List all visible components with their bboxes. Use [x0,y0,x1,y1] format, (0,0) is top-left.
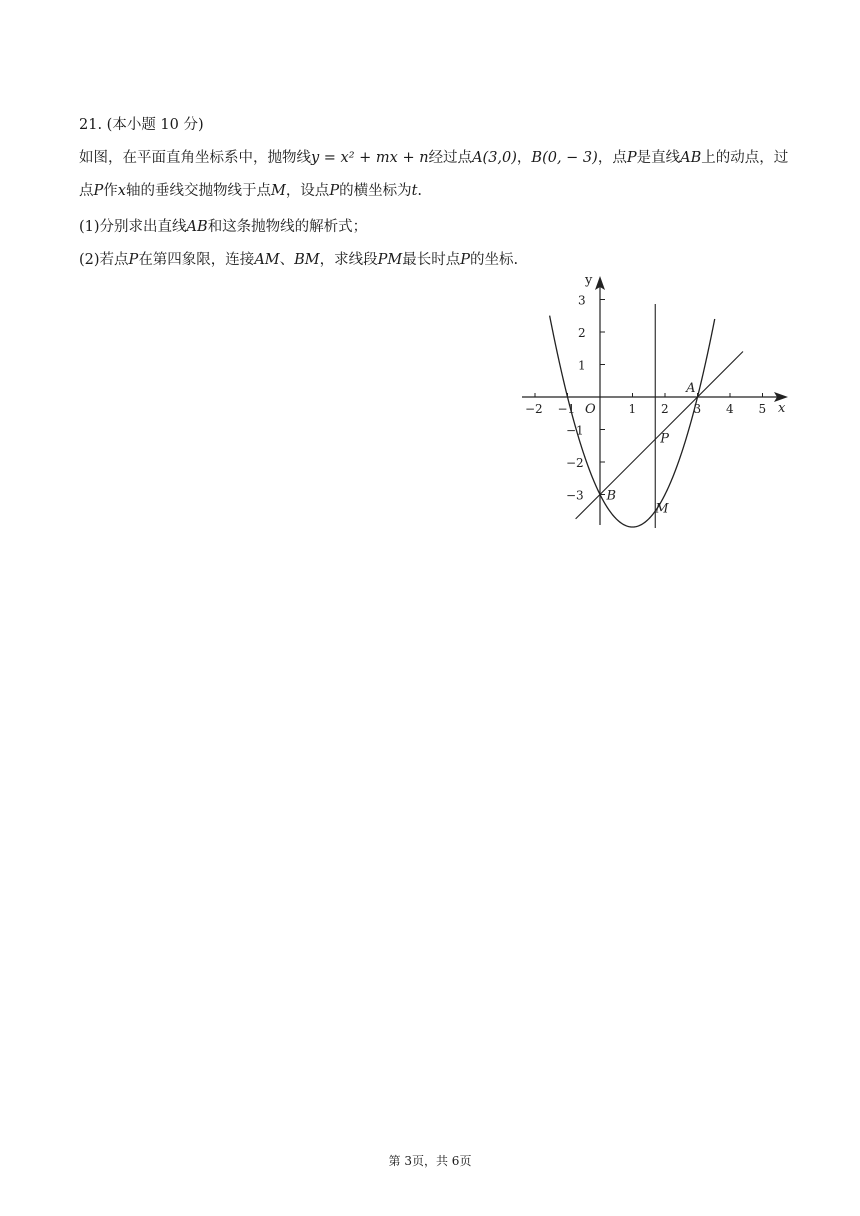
x-tick-label: 1 [628,402,637,416]
page-footer: 第 3页，共 6页 [388,1154,472,1168]
x-tick-label: 3 [693,402,702,416]
x-axis-label: x [778,401,786,416]
question-1: (1)分别求出直线AB和这条抛物线的解析式； [79,219,368,235]
y-tick-label: 1 [578,358,586,373]
x-tick-label: 2 [661,402,669,416]
y-tick-label: −2 [566,456,584,470]
y-tick-label: −3 [566,488,584,503]
y-axis-label: y [585,273,593,288]
point-b-label: B [606,488,617,504]
x-tick-label: 4 [726,402,734,416]
point-p-label: P [660,431,669,447]
point-m-label: M [655,501,669,517]
x-tick-label: −1 [557,402,576,416]
y-tick-label: 2 [578,326,586,340]
x-tick-label: 5 [758,402,767,416]
axis-ticks [525,294,766,503]
y-tick-label: 3 [578,293,586,308]
point-a-label: A [686,381,696,397]
problem-header: 21. (本小题 10 分) [79,117,204,133]
problem-statement-line-1: 如图，在平面直角坐标系中，抛物线y = x² + mx + n经过点A(3,0)，B(0, − 3)，点P是直线AB上的动点，过 [79,150,789,166]
problem-statement-line-2: 点P作x轴的垂线交抛物线于点M，设点P的横坐标为t. [79,183,423,199]
origin-label: O [585,402,596,417]
coordinate-figure [512,270,802,535]
y-tick-label: −1 [566,423,584,438]
x-tick-label: −2 [525,402,543,416]
question-2: (2)若点P在第四象限，连接AM、BM，求线段PM最长时点P的坐标. [79,252,519,268]
